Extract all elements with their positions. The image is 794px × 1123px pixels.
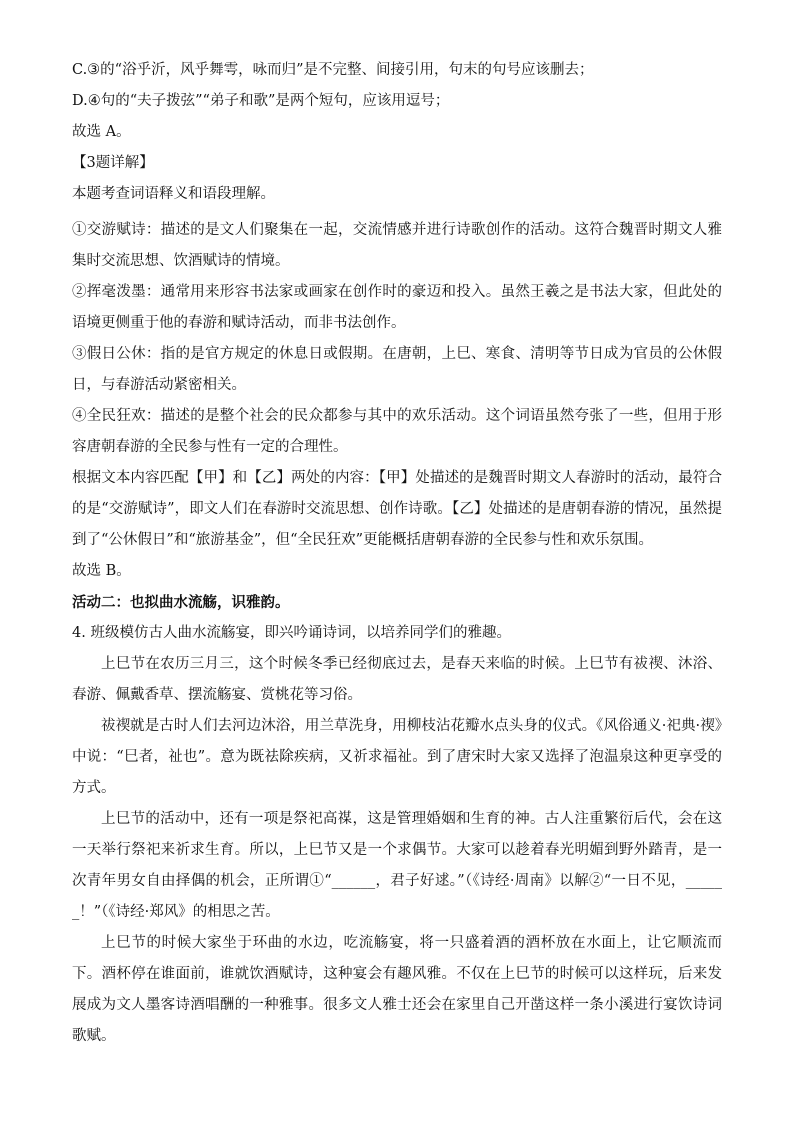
question-4-prompt: 4. 班级模仿古人曲水流觞宴，即兴吟诵诗词，以培养同学们的雅趣。: [72, 625, 511, 641]
question-3-intro: 本题考查词语释义和语段理解。: [72, 186, 275, 202]
answer-a-text: 故选 A。: [72, 124, 131, 140]
explanation-item-3: ③假日公休：指的是官方规定的休息日或假期。在唐朝，上巳、寒食、清明等节日成为官员的公休假日，与春游活动紧密相关。: [72, 346, 722, 393]
document-page: [72, 60, 722, 1052]
passage-paragraph-4: 上巳节的时候大家坐于环曲的水边，吃流觞宴，将一只盛着酒的酒杯放在水面上，让它顺流而下。酒杯停在谁面前，谁就饮酒赋诗，这种宴会有趣风雅。不仅在上巳节的时候可以这样玩，后来发展成为文人墨客诗酒唱酬的一种雅事。很多文人雅士还会在家里自己开凿这样一条小溪进行宴饮诗词歌赋。: [72, 935, 722, 1044]
explanation-item-1: ①交游赋诗：描述的是文人们聚集在一起，交流情感并进行诗歌创作的活动。这符合魏晋时期文人雅集时交流思想、饮酒赋诗的情境。: [72, 222, 722, 269]
option-c-text: C.③的“浴乎沂，风乎舞雩，咏而归”是不完整、间接引用，句末的句号应该删去；: [72, 62, 594, 78]
option-d-text: D.④句的“夫子拨弦”“弟子和歌”是两个短句，应该用逗号；: [72, 93, 450, 109]
question-3-header: 【3题详解】: [72, 155, 154, 171]
passage-paragraph-1: 上巳节在农历三月三，这个时候冬季已经彻底过去，是春天来临的时候。上巳节有祓禊、沐浴、春游、佩戴香草、摆流觞宴、赏桃花等习俗。: [72, 656, 722, 703]
passage-paragraph-3: 上巳节的活动中，还有一项是祭祀高禖，这是管理婚姻和生育的神。古人注重繁衍后代，会在这一天举行祭祀来祈求生育。所以，上巳节又是一个求偶节。大家可以趁着春光明媚到野外踏青，是一次青年男女自由择偶的机会，正所谓①“______，君子好逑。”（《诗经·周南》以解②“一日不见，______！”（《诗经·郑风》的相思之苦。: [72, 811, 722, 920]
matching-analysis: 根据文本内容匹配【甲】和【乙】两处的内容：【甲】处描述的是魏晋时期文人春游时的活动，最符合的是“交游赋诗”，即文人们在春游时交流思想、创作诗歌。【乙】处描述的是唐朝春游的情况，虽然提到了“公休假日”和“旅游基金”，但“全民狂欢”更能概括唐朝春游的全民参与性和欢乐氛围。: [72, 470, 722, 548]
activity-2-heading: 活动二：也拟曲水流觞，识雅韵。: [72, 594, 290, 611]
explanation-item-4: ④全民狂欢：描述的是整个社会的民众都参与其中的欢乐活动。这个词语虽然夸张了一些，但用于形容唐朝春游的全民参与性有一定的合理性。: [72, 408, 722, 455]
passage-paragraph-2: 祓禊就是古时人们去河边沐浴，用兰草洗身，用柳枝沾花瓣水点头身的仪式。《风俗通义·祀典·禊》中说：“巳者，祉也”。意为既祛除疾病，又祈求福祉。到了唐宋时大家又选择了泡温泉这种更享受的方式。: [72, 718, 722, 796]
explanation-item-2: ②挥毫泼墨：通常用来形容书法家或画家在创作时的豪迈和投入。虽然王羲之是书法大家，但此处的语境更侧重于他的春游和赋诗活动，而非书法创作。: [72, 284, 722, 331]
answer-b-text: 故选 B。: [72, 563, 131, 579]
